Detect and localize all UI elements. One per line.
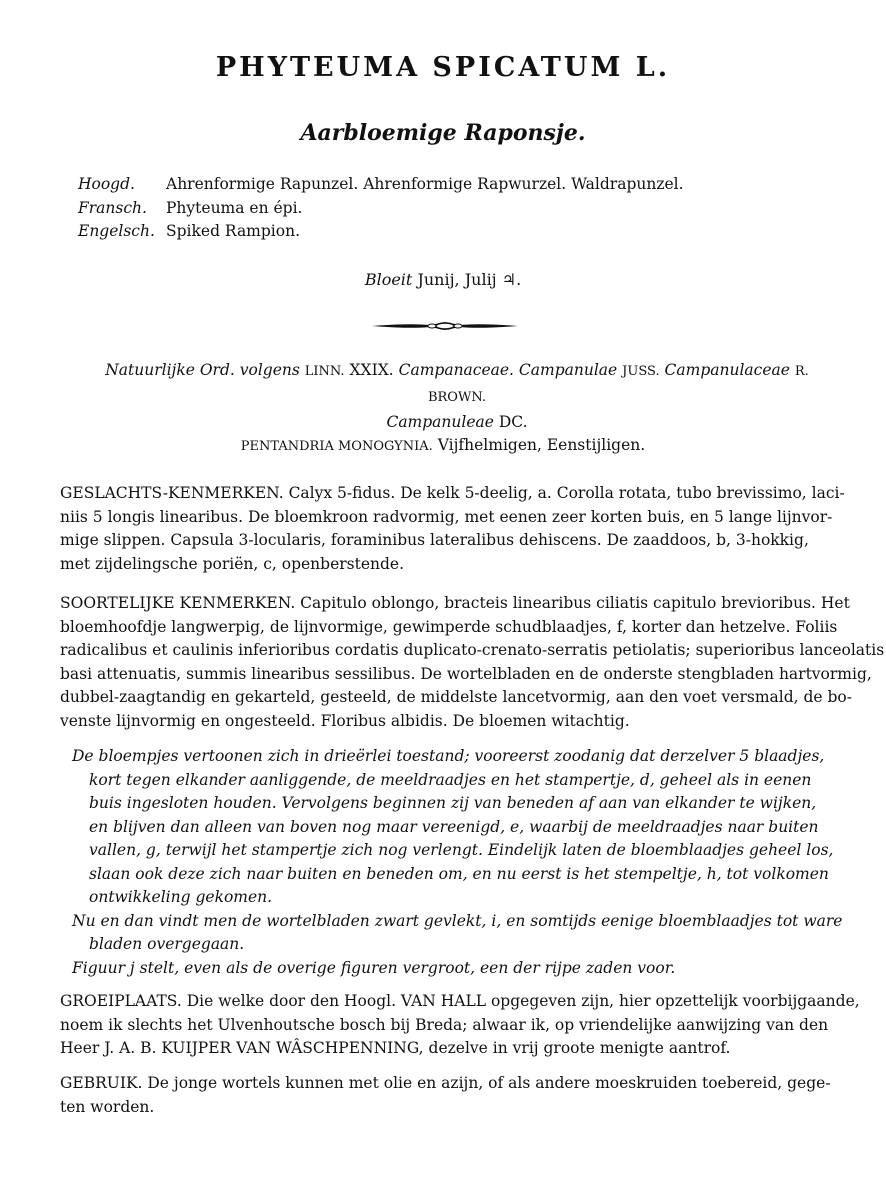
text-line: met zijdelingsche poriën, c, openberstende. <box>60 554 405 573</box>
vernacular-names <box>78 173 684 244</box>
name-text: Ahrenformige Rapunzel. Ahrenformige Rapwurzel. Waldrapunzel. <box>166 175 684 193</box>
natural-order-line-2 <box>77 410 837 434</box>
page-subtitle: Aarbloemige Raponsje. <box>300 120 586 146</box>
name-row <box>78 220 684 244</box>
text-line: SOORTELIJKE KENMERKEN. Capitulo oblongo, bracteis linearibus ciliatis capitulo brevioribus. Het <box>60 594 850 612</box>
text-line: De bloempjes vertoonen zich in drieërlei toestand; vooreerst zoodanig dat derzelver 5 blaadjes, <box>72 747 825 765</box>
class-latin: PENTANDRIA MONOGYNIA. <box>240 439 433 454</box>
text-line: kort tegen elkander aanliggende, de meeldraadjes en het stampertje, d, geheel als in eenen <box>89 770 812 789</box>
text-line: buis ingesloten houden. Vervolgens beginnen zij van beneden af aan van elkander te wijken, <box>89 794 817 812</box>
family-campanuleae: Campanuleae <box>386 413 494 431</box>
genus-characters <box>60 482 845 576</box>
order-number: XXIX. <box>349 361 394 379</box>
text-line: noem ik slechts het Ulvenhoutsche bosch bij Breda; alwaar ik, op vriendelijke aanwijzing van den <box>60 1015 829 1034</box>
text-line: slaan ook deze zich naar buiten en beneden om, en nu eerst is het stempeltje, h, tot volkomen <box>89 864 829 883</box>
natural-order-line-1 <box>77 358 837 410</box>
ornament-divider <box>370 316 520 336</box>
author-dc: DC. <box>498 413 528 431</box>
family-names: Campanaceae. Campanulae <box>398 361 618 379</box>
text-line: bladen overgegaan. <box>89 935 245 953</box>
usage <box>60 1072 830 1119</box>
text-line: Nu en dan vindt men de wortelbladen zwart gevlekt, i, en somtijds eenige bloemblaadjes tot ware <box>72 911 843 930</box>
name-text: Phyteuma en épi. <box>166 198 303 217</box>
language-label: Hoogd. <box>78 175 135 193</box>
text-line: Heer J. A. B. KUIJPER VAN WÂSCHPENNING, dezelve in vrij groote menigte aantrof. <box>60 1039 731 1057</box>
text-line: venste lijnvormig en ongesteeld. Floribus albidis. De bloemen witachtig. <box>60 711 630 730</box>
linnaean-class <box>0 436 886 454</box>
text-line: mige slippen. Capsula 3-locularis, foraminibus lateralibus dehiscens. De zaaddoos, b, 3-hokkig, <box>60 531 809 549</box>
author-brown: R. BROWN. <box>427 364 809 405</box>
author-juss: JUSS. <box>622 364 660 379</box>
text-line: radicalibus et caulinis inferioribus cordatis duplicato-crenato-serratis petiolatis; superioribus lanceolatis <box>60 641 885 659</box>
text-line: en blijven dan alleen van boven nog maar vereenigd, e, waarbij de meeldraadjes naar buiten <box>89 817 819 836</box>
text-line: vallen, g, terwijl het stampertje zich nog verlengt. Eindelijk laten de bloemblaadjes geheel los, <box>89 841 834 859</box>
name-text: Spiked Rampion. <box>166 222 300 240</box>
flowering-label: Bloeit <box>364 270 413 289</box>
text-line: GEBRUIK. De jonge wortels kunnen met olie en azijn, of als andere moeskruiden toebereid, gege- <box>60 1074 831 1092</box>
author-linn: LINN. <box>304 364 345 379</box>
family-campanulaceae: Campanulaceae <box>664 361 790 379</box>
flowering-period <box>0 270 886 289</box>
name-row <box>78 197 684 221</box>
species-characters <box>60 592 885 733</box>
flowering-text: Junij, Julij ♃. <box>417 270 522 289</box>
text-line: GROEIPLAATS. Die welke door den Hoogl. VAN HALL opgegeven zijn, hier opzettelijk voorbijgaande, <box>60 992 860 1010</box>
language-label: Engelsch. <box>78 222 155 240</box>
flower-description <box>72 745 843 980</box>
language-label: Fransch. <box>78 198 147 217</box>
natural-order-label: Natuurlijke Ord. volgens <box>105 361 300 379</box>
page-title: PHYTEUMA SPICATUM L. <box>215 52 671 83</box>
text-line: GESLACHTS-KENMERKEN. Calyx 5-fidus. De kelk 5-deelig, a. Corolla rotata, tubo brevissimo, laci- <box>60 484 845 502</box>
text-line: bloemhoofdje langwerpig, de lijnvormige, gewimperde schudblaadjes, f, korter dan hetzelve. Foliis <box>60 617 838 636</box>
text-line: niis 5 longis linearibus. De bloemkroon radvormig, met eenen zeer korten buis, en 5 lange lijnvor- <box>60 507 833 526</box>
text-line: basi attenuatis, summis linearibus sessilibus. De wortelbladen en de onderste stengbladen hartvormig, <box>60 664 872 683</box>
text-line: ten worden. <box>60 1097 155 1116</box>
text-line: dubbel-zaagtandig en gekarteld, gesteeld, de middelste lancetvormig, aan den voet versmald, de bo- <box>60 688 852 706</box>
habitat <box>60 990 860 1061</box>
natural-order <box>77 358 837 434</box>
class-dutch: Vijfhelmigen, Eenstijligen. <box>437 436 646 454</box>
text-line: ontwikkeling gekomen. <box>89 888 273 906</box>
name-row <box>78 173 684 197</box>
text-line: Figuur j stelt, even als de overige figuren vergroot, een der rijpe zaden voor. <box>72 958 676 977</box>
